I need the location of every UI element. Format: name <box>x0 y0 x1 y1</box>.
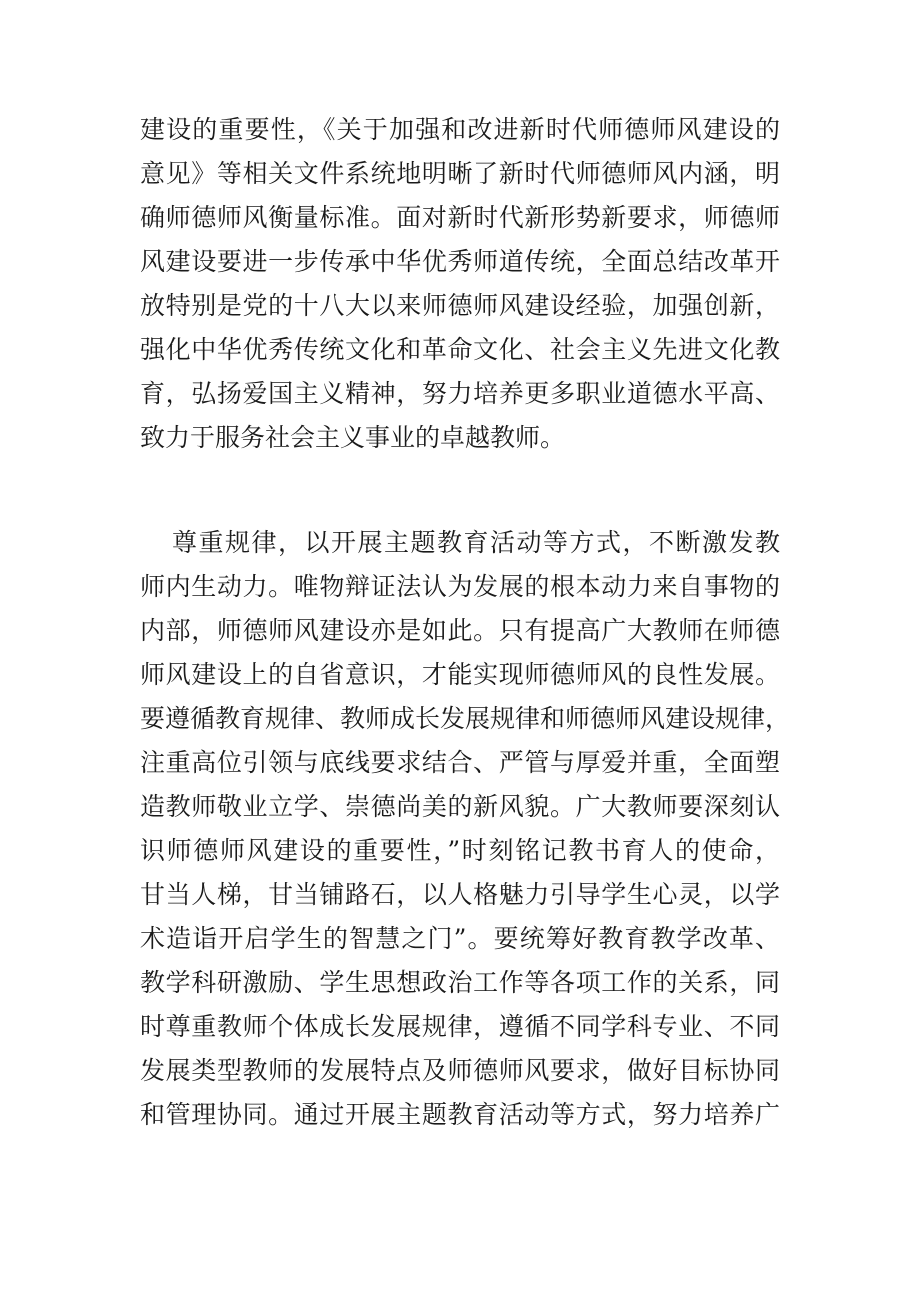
paragraph-1-line-5: 放特别是党的十八大以来师德师风建设经验，加强创新， <box>140 291 780 320</box>
paragraph-1-line-2: 意见》等相关文件系统地明晰了新时代师德师风内涵，明 <box>140 159 780 188</box>
paragraph-2-line-5: 要遵循教育规律、教师成长发展规律和师德师风建设规律， <box>140 704 791 733</box>
paragraph-2-line-13: 发展类型教师的发展特点及师德师风要求，做好目标协同 <box>140 1056 780 1085</box>
paragraph-2-line-11: 教学科研激励、学生思想政治工作等各项工作的关系，同 <box>140 968 780 997</box>
paragraph-2-line-9: 甘当人梯，甘当铺路石，以人格魅力引导学生心灵，以学 <box>140 880 780 909</box>
paragraph-1-line-3: 确师德师风衡量标准。面对新时代新形势新要求，师德师 <box>140 203 780 232</box>
paragraph-2-line-1: 尊重规律，以开展主题教育活动等方式，不断激发教 <box>172 528 780 557</box>
paragraph-1-line-6: 强化中华优秀传统文化和革命文化、社会主义先进文化教 <box>140 335 780 364</box>
paragraph-2-line-14: 和管理协同。通过开展主题教育活动等方式，努力培养广 <box>140 1100 780 1129</box>
paragraph-1-line-1: 建设的重要性，《关于加强和改进新时代师德师风建设的 <box>140 115 780 144</box>
paragraph-2-line-2: 师内生动力。唯物辩证法认为发展的根本动力来自事物的 <box>140 572 780 601</box>
paragraph-2-line-3: 内部，师德师风建设亦是如此。只有提高广大教师在师德 <box>140 616 780 645</box>
paragraph-2-line-4: 师风建设上的自省意识，才能实现师德师风的良性发展。 <box>140 660 780 689</box>
paragraph-2-line-8: 识师德师风建设的重要性，”时刻铭记教书育人的使命， <box>140 836 780 865</box>
paragraph-1-line-7: 育，弘扬爱国主义精神，努力培养更多职业道德水平高、 <box>140 379 780 408</box>
paragraph-1-line-4: 风建设要进一步传承中华优秀师道传统，全面总结改革开 <box>140 247 780 276</box>
paragraph-2-line-10: 术造诣开启学生的智慧之门”。要统筹好教育教学改革、 <box>140 924 780 953</box>
paragraph-2-line-6: 注重高位引领与底线要求结合、严管与厚爱并重，全面塑 <box>140 748 780 777</box>
paragraph-2-line-7: 造教师敬业立学、崇德尚美的新风貌。广大教师要深刻认 <box>140 792 780 821</box>
paragraph-2-line-12: 时尊重教师个体成长发展规律，遵循不同学科专业、不同 <box>140 1012 780 1041</box>
paragraph-1-line-8: 致力于服务社会主义事业的卓越教师。 <box>140 423 566 452</box>
